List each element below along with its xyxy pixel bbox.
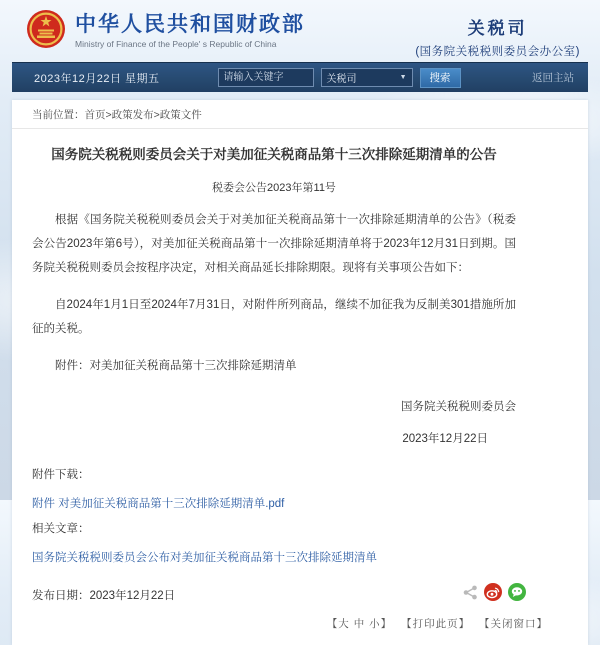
publish-row xyxy=(12,583,588,606)
attachment-pdf-link[interactable]: 附件 对美加征关税商品第十三次排除延期清单.pdf xyxy=(32,498,285,511)
search-scope-value: 关税司 xyxy=(326,74,357,85)
breadcrumb-label: 当前位置： xyxy=(32,109,85,121)
related-article-link[interactable]: 国务院关税税则委员会公布对美加征关税商品第十三次排除延期清单 xyxy=(32,552,377,565)
search-scope-select[interactable] xyxy=(321,68,413,87)
paragraph: 自2024年1月1日至2024年7月31日，对附件所列商品，继续不加征我为反制美301措施所加征的关税。 xyxy=(32,299,516,336)
ministry-name-en: Ministry of Finance of the People' s Republic of China xyxy=(75,38,277,49)
weibo-icon[interactable] xyxy=(484,583,502,606)
signature-date: 2023年12月22日 xyxy=(402,433,488,446)
announcement-article xyxy=(12,129,588,446)
current-date: 2023年12月22日 星期五 xyxy=(34,72,160,85)
breadcrumb-path[interactable]: 首页>政策发布>政策文件 xyxy=(84,109,202,121)
article-title: 国务院关税税则委员会关于对美加征关税商品第十三次排除延期清单的公告 xyxy=(51,147,497,162)
search-input[interactable] xyxy=(218,68,314,87)
back-to-main-site-link[interactable]: 返回主站 xyxy=(532,72,574,84)
search-button[interactable]: 搜索 xyxy=(420,68,461,88)
department-name: 关税司 xyxy=(467,18,528,38)
signature: 国务院关税税则委员会 xyxy=(401,401,516,414)
document-number: 税委会公告2023年第11号 xyxy=(212,182,336,195)
share-icons-group xyxy=(463,583,526,606)
close-window-control[interactable]: 【关闭窗口】 xyxy=(479,618,548,631)
department-subtitle: (国务院关税税则委员会办公室) xyxy=(415,45,580,58)
publish-date-value: 2023年12月22日 xyxy=(89,589,176,602)
breadcrumb xyxy=(12,100,588,129)
attachments-section xyxy=(12,466,588,565)
share-icon[interactable] xyxy=(463,585,478,605)
print-page-control[interactable]: 【打印此页】 xyxy=(401,618,471,631)
wechat-icon[interactable] xyxy=(508,583,526,606)
publish-date xyxy=(32,587,175,603)
national-emblem-icon xyxy=(26,9,66,54)
site-header xyxy=(0,0,600,62)
ministry-brand[interactable] xyxy=(26,9,305,54)
font-size-control[interactable]: 【大 中 小】 xyxy=(326,618,393,631)
paragraph: 根据《国务院关税税则委员会关于对美加征关税商品第十一次排除延期清单的公告》（税委会公告2023年第6号），对美加征关税商品第十一次排除延期清单将于2023年12月31日到期。国务院关税税则委员会按程序决定，对相关商品延长排除期限。现将有关事项公告如下： xyxy=(32,214,516,275)
top-navbar xyxy=(12,62,588,92)
ministry-name-cn: 中华人民共和国财政部 xyxy=(75,13,305,37)
chevron-down-icon: ▼ xyxy=(399,74,407,81)
search-bar xyxy=(218,68,461,88)
paragraph: 附件：对美加征关税商品第十三次排除延期清单 xyxy=(55,360,297,373)
publish-date-label: 发布日期： xyxy=(32,589,90,602)
related-articles-label: 相关文章： xyxy=(32,523,90,536)
department-title xyxy=(415,14,584,59)
attachment-download-label: 附件下载： xyxy=(32,469,90,482)
page-controls xyxy=(12,616,588,645)
content-panel xyxy=(12,100,588,645)
